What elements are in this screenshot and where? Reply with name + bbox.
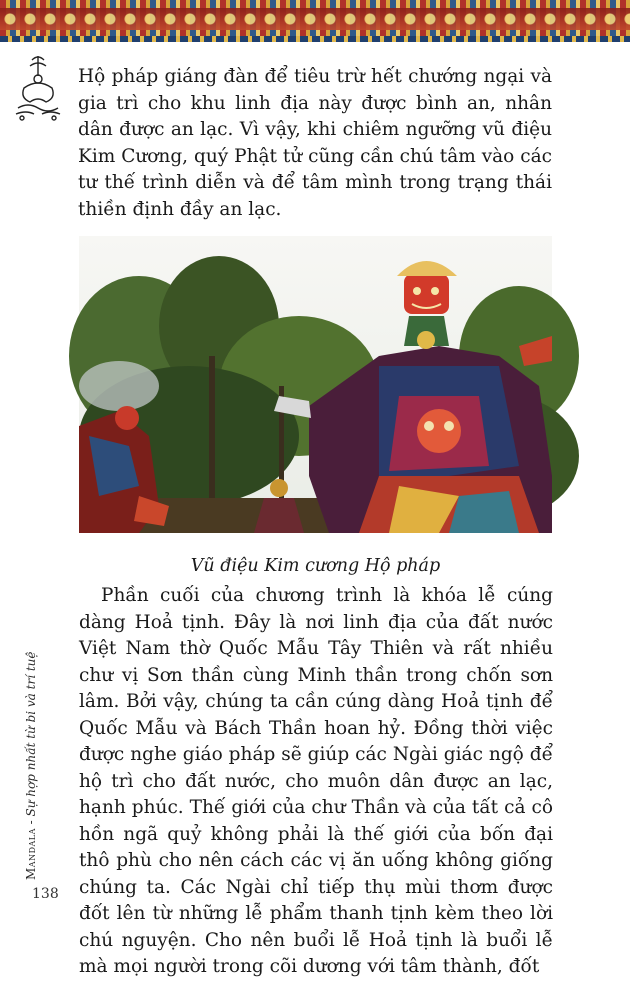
- paragraph-body: Phần cuối của chương trình là khóa lễ cúng dàng Hoả tịnh. Đây là nơi linh địa của đất nước Việt Nam thờ Quốc Mẫu Tây Thiên và rất nhiều chư vị Sơn thần cùng Minh thần trong chốn sơn lâm. Bởi vậy, chúng ta cần cúng dàng Hoả tịnh để Quốc Mẫu và Bách Thần hoan hỷ. Đồng thời việc được nghe giáo pháp sẽ giúp các Ngài giác ngộ để hộ trì cho đất nước, cho muôn dân được an lạc, hạnh phúc. Thế giới của chư Thần và của tất cả cô hồn ngã quỷ không phải là thế giới của bốn đại thô phù cho nên cách các vị ăn uống không giống chúng ta. Các Ngài chỉ tiếp thụ mùi thơm được đốt lên từ những lễ phẩm thanh tịnh kèm theo lời chú nguyện. Cho nên buổi lễ Hoả tịnh là buổi lễ mà mọi người trong cõi dương với tâm thành, đốt: [79, 585, 553, 977]
- photo-caption: Vũ điệu Kim cương Hộ pháp: [190, 556, 441, 576]
- paragraph-intro: Hộ pháp giáng đàn để tiêu trừ hết chướng ngại và gia trì cho khu linh địa này được bình an, nhân dân được an lạc. Vì vậy, khi chiêm ngưỡng vũ điệu Kim Cương, quý Phật tử cũng cần chú tâm vào các tư thế trình diễn và để tâm mình trong trạng thái thiền định đầy an lạc.: [78, 66, 552, 220]
- title-separator: -: [24, 816, 38, 829]
- book-title: Mandala: [24, 828, 38, 880]
- book-subtitle: Sự hợp nhất từ bi và trí tuệ: [24, 651, 38, 817]
- book-running-title: [24, 651, 38, 880]
- page-number: 138: [32, 886, 59, 902]
- decorative-top-border: [0, 0, 630, 42]
- vajra-ornament-icon: [10, 52, 66, 122]
- vajra-dance-photo: [79, 236, 552, 533]
